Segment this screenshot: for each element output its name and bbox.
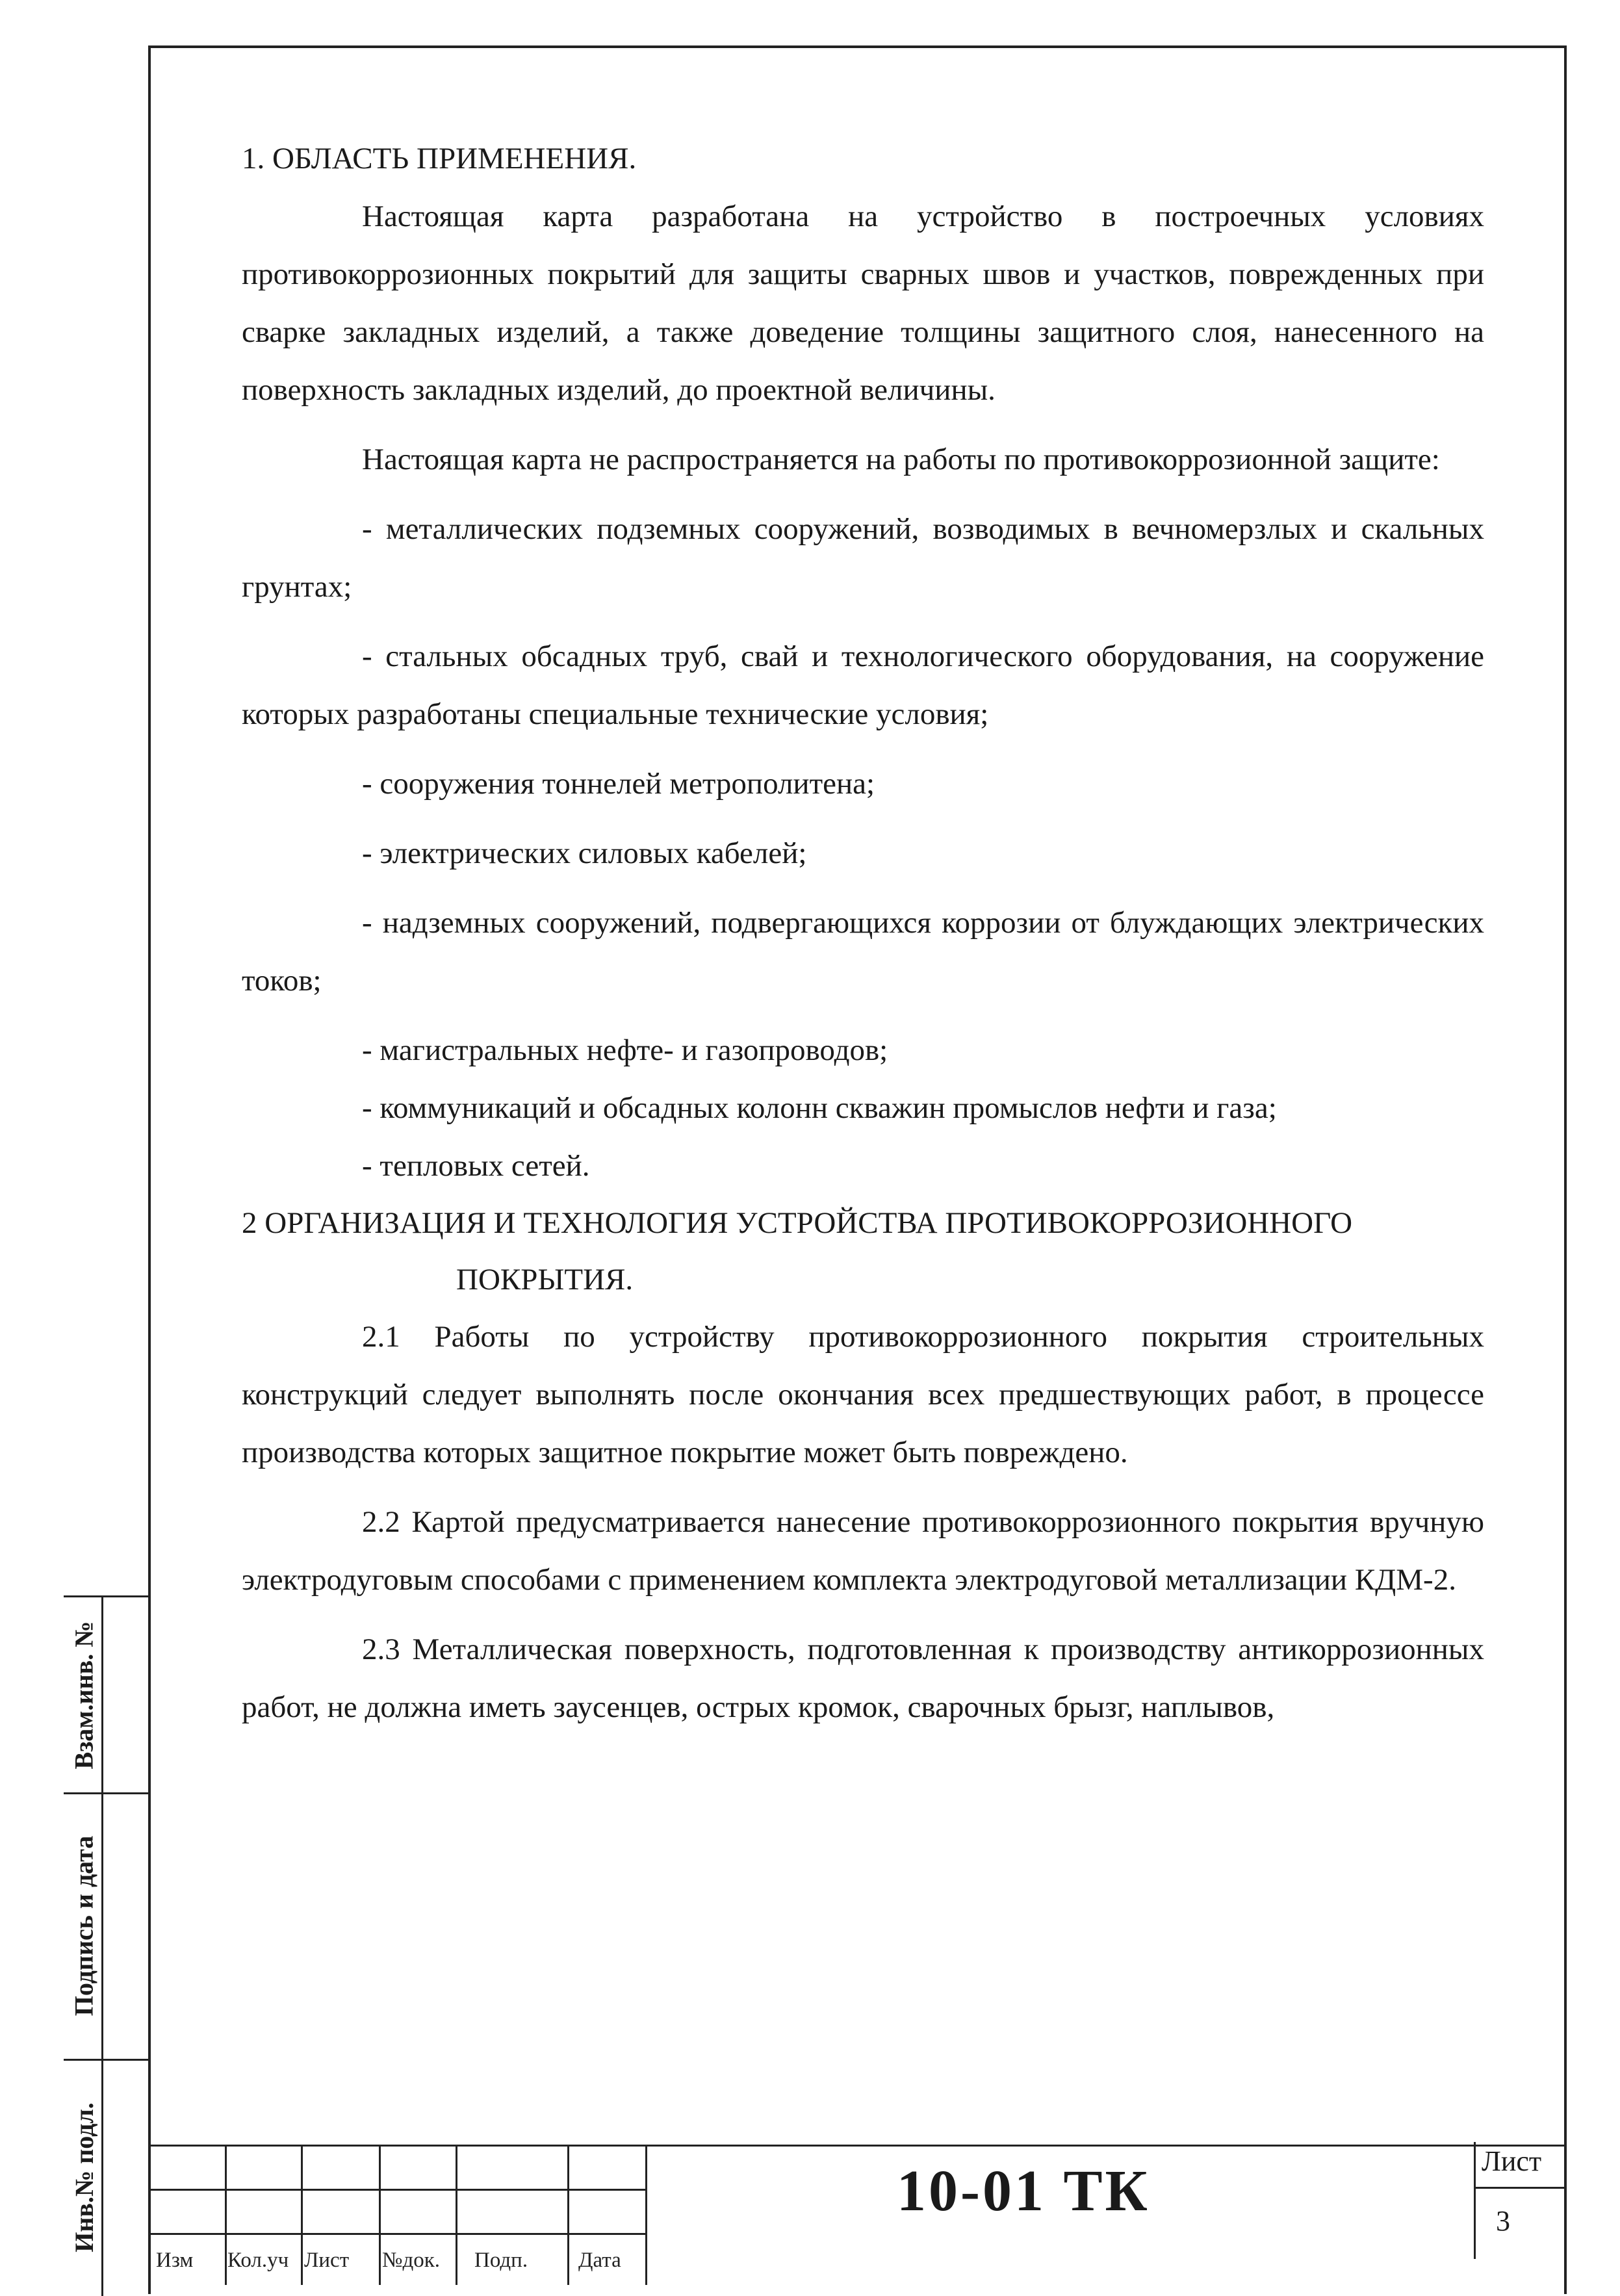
- stamp-label-vzam: Взам.инв. №: [69, 1621, 99, 1769]
- section2-title-line2: ПОКРЫТИЯ.: [456, 1263, 634, 1296]
- section1-title: 1. ОБЛАСТЬ ПРИМЕНЕНИЯ.: [242, 142, 637, 175]
- section1-paragraph-2: Настоящая карта не распространяется на работы по противокоррозионной защите:: [362, 443, 1440, 476]
- list-item: - сооружения тоннелей метрополитена;: [362, 767, 875, 801]
- title-block: [148, 2145, 1567, 2285]
- section2-paragraph-2-2: 2.2 Картой предусматривается нанесение противокоррозионного покрытия вручную электродуговым способами с применением комплекта электродуговой металлизации КДМ-2.: [242, 1505, 1484, 1597]
- col-podp: Подп.: [474, 2249, 528, 2272]
- section2-title-line1: 2 ОРГАНИЗАЦИЯ И ТЕХНОЛОГИЯ УСТРОЙСТВА ПРОТИВОКОРРОЗИОННОГО: [242, 1206, 1353, 1240]
- section2-paragraph-2-1: 2.1 Работы по устройству противокоррозионного покрытия строительных конструкций следует выполнять после окончания всех предшествующих работ, в процессе производства которых защитное покрытие может быть повреждено.: [242, 1320, 1484, 1469]
- col-ndok: №док.: [382, 2249, 441, 2272]
- stamp-label-podpis: Подпись и дата: [69, 1835, 99, 2016]
- section2-paragraph-2-3: 2.3 Металлическая поверхность, подготовленная к производству антикоррозионных работ, не должна иметь заусенцев, острых кромок, сварочных брызг, наплывов,: [242, 1632, 1484, 1724]
- sheet-number: 3: [1496, 2205, 1510, 2237]
- section2-title: [242, 1195, 1484, 1308]
- document-body: [242, 130, 1484, 1736]
- col-data: Дата: [578, 2249, 621, 2272]
- col-izm: Изм: [156, 2249, 194, 2272]
- list-item: - стальных обсадных труб, свай и технологического оборудования, на сооружение которых разработаны специальные технические условия;: [242, 639, 1484, 731]
- stamp-label-inv: Инв.№ подл.: [69, 2102, 99, 2252]
- stamp-cell-inv: [64, 2059, 148, 2296]
- list-item: - электрических силовых кабелей;: [362, 836, 807, 870]
- section1-paragraph-1: Настоящая карта разработана на устройство в построечных условиях противокоррозионных покрытий для защиты сварных швов и участков, поврежденных при сварке закладных изделий, а также доведение толщины защитного слоя, нанесенного на поверхность закладных изделий, до проектной величины.: [242, 200, 1484, 407]
- list-item: - надземных сооружений, подвергающихся коррозии от блуждающих электрических токов;: [242, 906, 1484, 998]
- list-item: - тепловых сетей.: [362, 1149, 590, 1183]
- stamp-cell-podpis: [64, 1792, 148, 2059]
- col-kol-uch: Кол.уч: [227, 2249, 289, 2272]
- col-list: Лист: [304, 2249, 350, 2272]
- list-item: - магистральных нефте- и газопроводов;: [362, 1033, 888, 1067]
- stamp-cell-vzam: [64, 1597, 148, 1792]
- list-item: - коммуникаций и обсадных колонн скважин промыслов нефти и газа;: [362, 1091, 1277, 1125]
- margin-stamp: [64, 1595, 148, 2296]
- list-item: - металлических подземных сооружений, возводимых в вечномерзлых и скальных грунтах;: [242, 512, 1484, 604]
- document-code: 10-01 ТК: [897, 2159, 1150, 2223]
- sheet-label: Лист: [1482, 2145, 1542, 2177]
